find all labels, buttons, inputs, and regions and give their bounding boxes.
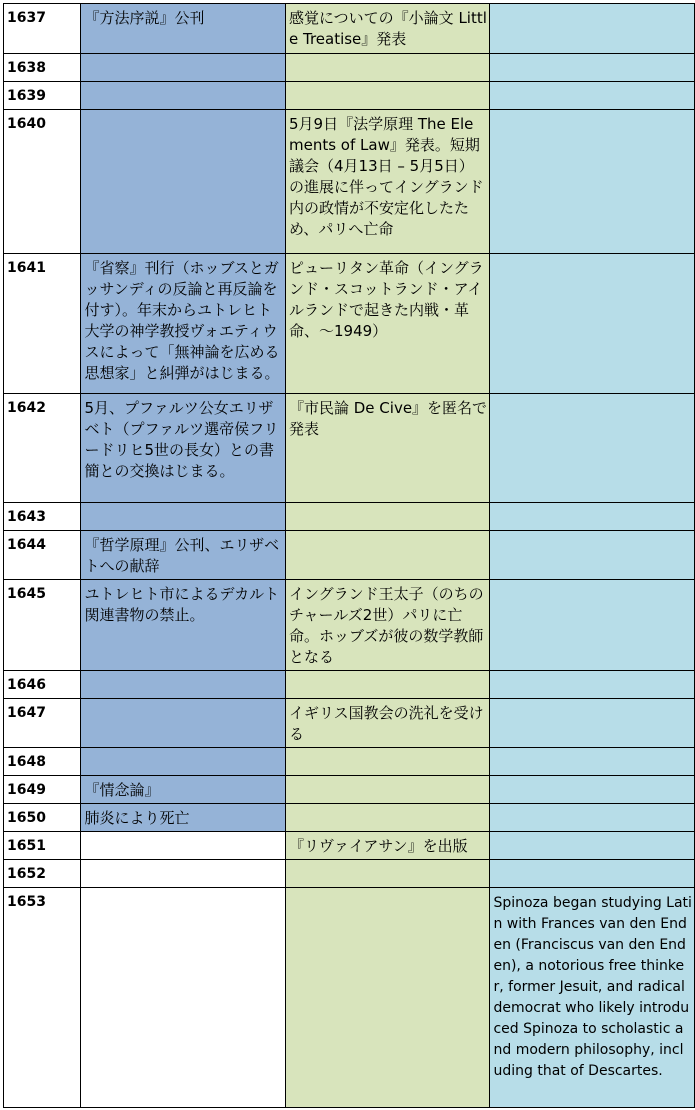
hobbes-event-cell xyxy=(285,54,490,82)
spinoza-event-cell xyxy=(490,4,695,54)
year-cell xyxy=(4,804,81,832)
year-cell xyxy=(4,82,81,110)
year-cell-text: 1637 xyxy=(7,10,46,26)
hobbes-event-cell-text: イギリス国教会の洗礼を受ける xyxy=(288,704,484,743)
descartes-event-cell-text: ユトレヒト市によるデカルト関連書物の禁止。 xyxy=(84,585,280,624)
year-cell xyxy=(4,671,81,699)
hobbes-event-cell xyxy=(285,804,490,832)
year-cell-text: 1642 xyxy=(7,400,46,416)
table-row xyxy=(4,832,695,860)
year-cell xyxy=(4,254,81,394)
hobbes-event-cell xyxy=(285,4,490,54)
year-cell-text: 1653 xyxy=(7,894,46,910)
table-row xyxy=(4,254,695,394)
hobbes-event-cell xyxy=(285,699,490,748)
year-cell-text: 1643 xyxy=(7,509,46,525)
spinoza-event-cell xyxy=(490,580,695,671)
descartes-event-cell-text: 『哲学原理』公刊、エリザベトへの献辞 xyxy=(84,536,280,575)
year-cell xyxy=(4,110,81,254)
hobbes-event-cell xyxy=(285,776,490,804)
table-row xyxy=(4,394,695,503)
timeline-body xyxy=(4,4,695,1108)
spinoza-event-cell xyxy=(490,110,695,254)
hobbes-event-cell xyxy=(285,531,490,580)
year-cell-text: 1648 xyxy=(7,754,46,770)
year-cell-text: 1651 xyxy=(7,838,46,854)
descartes-event-cell xyxy=(81,110,286,254)
descartes-event-cell-text: 『情念論』 xyxy=(84,781,160,799)
table-row xyxy=(4,110,695,254)
table-row xyxy=(4,580,695,671)
table-row xyxy=(4,4,695,54)
hobbes-event-cell-text: イングランド王太子（のちのチャールズ2世）パリに亡命。ホッブズが彼の数学教師となる xyxy=(288,585,484,666)
hobbes-event-cell xyxy=(285,580,490,671)
descartes-event-cell-text: 5月、プファルツ公女エリザベト（プファルツ選帝侯フリードリヒ5世の長女）との書簡との交換はじまる。 xyxy=(84,399,279,480)
hobbes-event-cell xyxy=(285,82,490,110)
hobbes-event-cell xyxy=(285,748,490,776)
spinoza-event-cell xyxy=(490,82,695,110)
table-row xyxy=(4,699,695,748)
descartes-event-cell xyxy=(81,503,286,531)
year-cell-text: 1645 xyxy=(7,586,46,602)
descartes-event-cell xyxy=(81,4,286,54)
year-cell xyxy=(4,531,81,580)
spinoza-event-cell xyxy=(490,503,695,531)
descartes-event-cell xyxy=(81,671,286,699)
table-row xyxy=(4,671,695,699)
timeline-table xyxy=(3,3,695,1108)
descartes-event-cell xyxy=(81,254,286,394)
spinoza-event-cell xyxy=(490,671,695,699)
table-row xyxy=(4,776,695,804)
spinoza-event-cell xyxy=(490,748,695,776)
hobbes-event-cell xyxy=(285,254,490,394)
descartes-event-cell xyxy=(81,54,286,82)
hobbes-event-cell xyxy=(285,888,490,1108)
spinoza-event-cell xyxy=(490,531,695,580)
descartes-event-cell-text: 肺炎により死亡 xyxy=(84,809,190,827)
table-row xyxy=(4,54,695,82)
descartes-event-cell xyxy=(81,580,286,671)
spinoza-event-cell xyxy=(490,776,695,804)
table-row xyxy=(4,82,695,110)
year-cell xyxy=(4,888,81,1108)
hobbes-event-cell xyxy=(285,503,490,531)
year-cell xyxy=(4,699,81,748)
descartes-event-cell xyxy=(81,888,286,1108)
year-cell-text: 1652 xyxy=(7,866,46,882)
year-cell xyxy=(4,54,81,82)
descartes-event-cell-text: 『省察』刊行（ホッブスとガッサンディの反論と再反論を付す）。年末からユトレヒト大学の神学教授ヴォエティウスによって「無神論を広める思想家」と糾弾がはじまる。 xyxy=(84,259,280,382)
year-cell-text: 1641 xyxy=(7,260,46,276)
year-cell xyxy=(4,832,81,860)
year-cell-text: 1646 xyxy=(7,677,46,693)
year-cell-text: 1638 xyxy=(7,60,46,76)
spinoza-event-cell xyxy=(490,832,695,860)
year-cell xyxy=(4,4,81,54)
descartes-event-cell xyxy=(81,394,286,503)
table-row xyxy=(4,531,695,580)
descartes-event-cell xyxy=(81,531,286,580)
spinoza-event-cell xyxy=(490,804,695,832)
year-cell xyxy=(4,580,81,671)
hobbes-event-cell-text: 『市民論 De Cive』を匿名で発表 xyxy=(288,399,488,438)
descartes-event-cell xyxy=(81,748,286,776)
year-cell-text: 1649 xyxy=(7,782,46,798)
table-row xyxy=(4,804,695,832)
hobbes-event-cell-text: ピューリタン革命（イングランド・スコットランド・アイルランドで起きた内戦・革命、～1949） xyxy=(288,259,484,340)
descartes-event-cell xyxy=(81,776,286,804)
table-row xyxy=(4,748,695,776)
year-cell-text: 1647 xyxy=(7,705,46,721)
table-row xyxy=(4,503,695,531)
descartes-event-cell xyxy=(81,804,286,832)
spinoza-event-cell xyxy=(490,860,695,888)
hobbes-event-cell xyxy=(285,832,490,860)
year-cell xyxy=(4,776,81,804)
hobbes-event-cell-text: 『リヴァイアサン』を出版 xyxy=(288,837,468,855)
year-cell-text: 1639 xyxy=(7,88,46,104)
spinoza-event-cell-text: Spinoza began studying Latin with Frances van den Enden (Franciscus van den Enden), a notorious free thinker, former Jesuit, and radical democrat who likely introduced Spinoza to scholastic and modern philosophy, including that of Descartes. xyxy=(493,895,692,1079)
spinoza-event-cell xyxy=(490,888,695,1108)
table-row xyxy=(4,860,695,888)
descartes-event-cell xyxy=(81,832,286,860)
descartes-event-cell xyxy=(81,860,286,888)
hobbes-event-cell xyxy=(285,671,490,699)
year-cell-text: 1644 xyxy=(7,537,46,553)
hobbes-event-cell xyxy=(285,110,490,254)
descartes-event-cell xyxy=(81,82,286,110)
year-cell xyxy=(4,503,81,531)
year-cell xyxy=(4,860,81,888)
year-cell xyxy=(4,394,81,503)
spinoza-event-cell xyxy=(490,54,695,82)
table-row xyxy=(4,888,695,1108)
hobbes-event-cell xyxy=(285,394,490,503)
hobbes-event-cell-text: 5月9日『法学原理 The Elements of Law』発表。短期議会（4月13日 – 5月5日）の進展に伴ってイングランド内の政情が不安定化したため、パリへ亡命 xyxy=(288,115,484,238)
year-cell xyxy=(4,748,81,776)
year-cell-text: 1650 xyxy=(7,810,46,826)
hobbes-event-cell xyxy=(285,860,490,888)
hobbes-event-cell-text: 感覚についての『小論文 Little Treatise』発表 xyxy=(288,9,487,48)
descartes-event-cell xyxy=(81,699,286,748)
descartes-event-cell-text: 『方法序説』公刊 xyxy=(84,9,205,27)
spinoza-event-cell xyxy=(490,699,695,748)
spinoza-event-cell xyxy=(490,254,695,394)
year-cell-text: 1640 xyxy=(7,116,46,132)
spinoza-event-cell xyxy=(490,394,695,503)
